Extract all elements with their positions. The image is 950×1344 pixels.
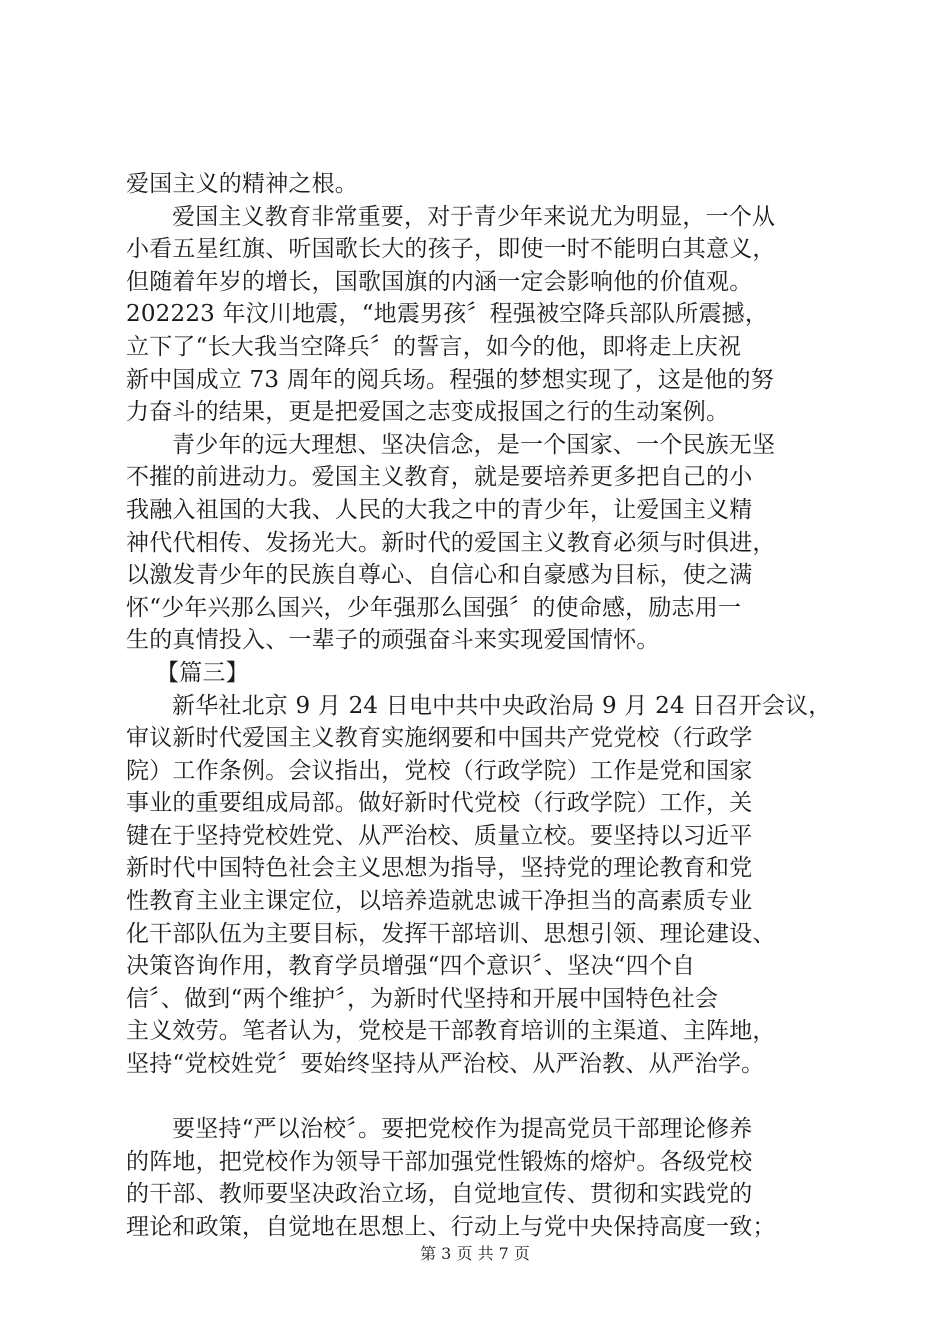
text-line: 决策咨询作用，教育学员增强“四个意识〞、坚决“四个自 xyxy=(126,953,696,980)
text-line: 以激发青少年的民族自尊心、自信心和自豪感为目标，使之满 xyxy=(126,562,753,589)
text-line: 力奋斗的结果，更是把爱国之志变成报国之行的生动案例。 xyxy=(126,399,730,426)
text-line: 怀“少年兴那么国兴，少年强那么国强〞的使命感，励志用一 xyxy=(126,594,742,621)
text-line: 新时代中国特色社会主义思想为指导，坚持党的理论教育和党 xyxy=(126,855,753,882)
paragraph-start: 青少年的远大理想、坚决信念，是一个国家、一个民族无坚 xyxy=(172,431,776,458)
text-line: 我融入祖国的大我、人民的大我之中的青少年，让爱国主义精 xyxy=(126,496,753,523)
text-line: 性教育主业主课定位，以培养造就忠诚干净担当的高素质专业 xyxy=(126,888,753,915)
text-line: 主义效劳。笔者认为，党校是干部教育培训的主渠道、主阵地， xyxy=(126,1018,776,1045)
paragraph-start: 新华社北京 9 月 24 日电中共中央政治局 9 月 24 日召开会议， xyxy=(172,692,832,719)
paragraph-start: 爱国主义教育非常重要，对于青少年来说尤为明显，一个从 xyxy=(172,203,776,230)
body-text xyxy=(126,168,856,1244)
text-line: 202223 年汶川地震，“地震男孩〞程强被空降兵部队所震撼， xyxy=(126,301,769,328)
text-line: 院）工作条例。会议指出，党校（行政学院）工作是党和国家 xyxy=(126,757,753,784)
text-line: 化干部队伍为主要目标，发挥干部培训、思想引领、理论建设、 xyxy=(126,920,776,947)
text-line: 新中国成立 73 周年的阅兵场。程强的梦想实现了，这是他的努 xyxy=(126,366,774,393)
text-line: 生的真情投入、一辈子的顽强奋斗来实现爱国情怀。 xyxy=(126,627,660,654)
text-line: 立下了“长大我当空降兵〞的誓言，如今的他，即将走上庆祝 xyxy=(126,333,742,360)
section-heading: 【篇三】 xyxy=(156,659,249,686)
text-line: 小看五星红旗、听国歌长大的孩子，即使一时不能明白其意义， xyxy=(126,236,776,263)
text-line: 的干部、教师要坚决政治立场，自觉地宣传、贯彻和实践党的 xyxy=(126,1181,753,1208)
text-line: 坚持“党校姓党〞要始终坚持从严治校、从严治教、从严治学。 xyxy=(126,1051,765,1078)
text-line: 的阵地，把党校作为领导干部加强党性锻炼的熔炉。各级党校 xyxy=(126,1148,753,1175)
text-line: 神代代相传、发扬光大。新时代的爱国主义教育必须与时俱进， xyxy=(126,529,776,556)
text-line: 爱国主义的精神之根。 xyxy=(126,171,358,197)
text-line: 不摧的前进动力。爱国主义教育，就是要培养更多把自己的小 xyxy=(126,464,753,491)
paragraph-gap xyxy=(126,1081,856,1114)
text-line: 键在于坚持党校姓党、从严治校、质量立校。要坚持以习近平 xyxy=(126,822,753,849)
text-line: 但随着年岁的增长，国歌国旗的内涵一定会影响他的价值观。 xyxy=(126,268,753,295)
text-line: 理论和政策，自觉地在思想上、行动上与党中央保持高度一致； xyxy=(126,1214,776,1240)
paragraph-start: 要坚持“严以治校〞。要把党校作为提高党员干部理论修养 xyxy=(172,1116,753,1143)
text-line: 信〞、做到“两个维护〞，为新时代坚持和开展中国特色社会 xyxy=(126,985,719,1012)
text-line: 事业的重要组成局部。做好新时代党校（行政学院）工作，关 xyxy=(126,790,753,817)
page-number: 第 3 页 共 7 页 xyxy=(420,1244,530,1263)
text-line: 审议新时代爱国主义教育实施纲要和中国共产党党校（行政学 xyxy=(126,725,753,752)
